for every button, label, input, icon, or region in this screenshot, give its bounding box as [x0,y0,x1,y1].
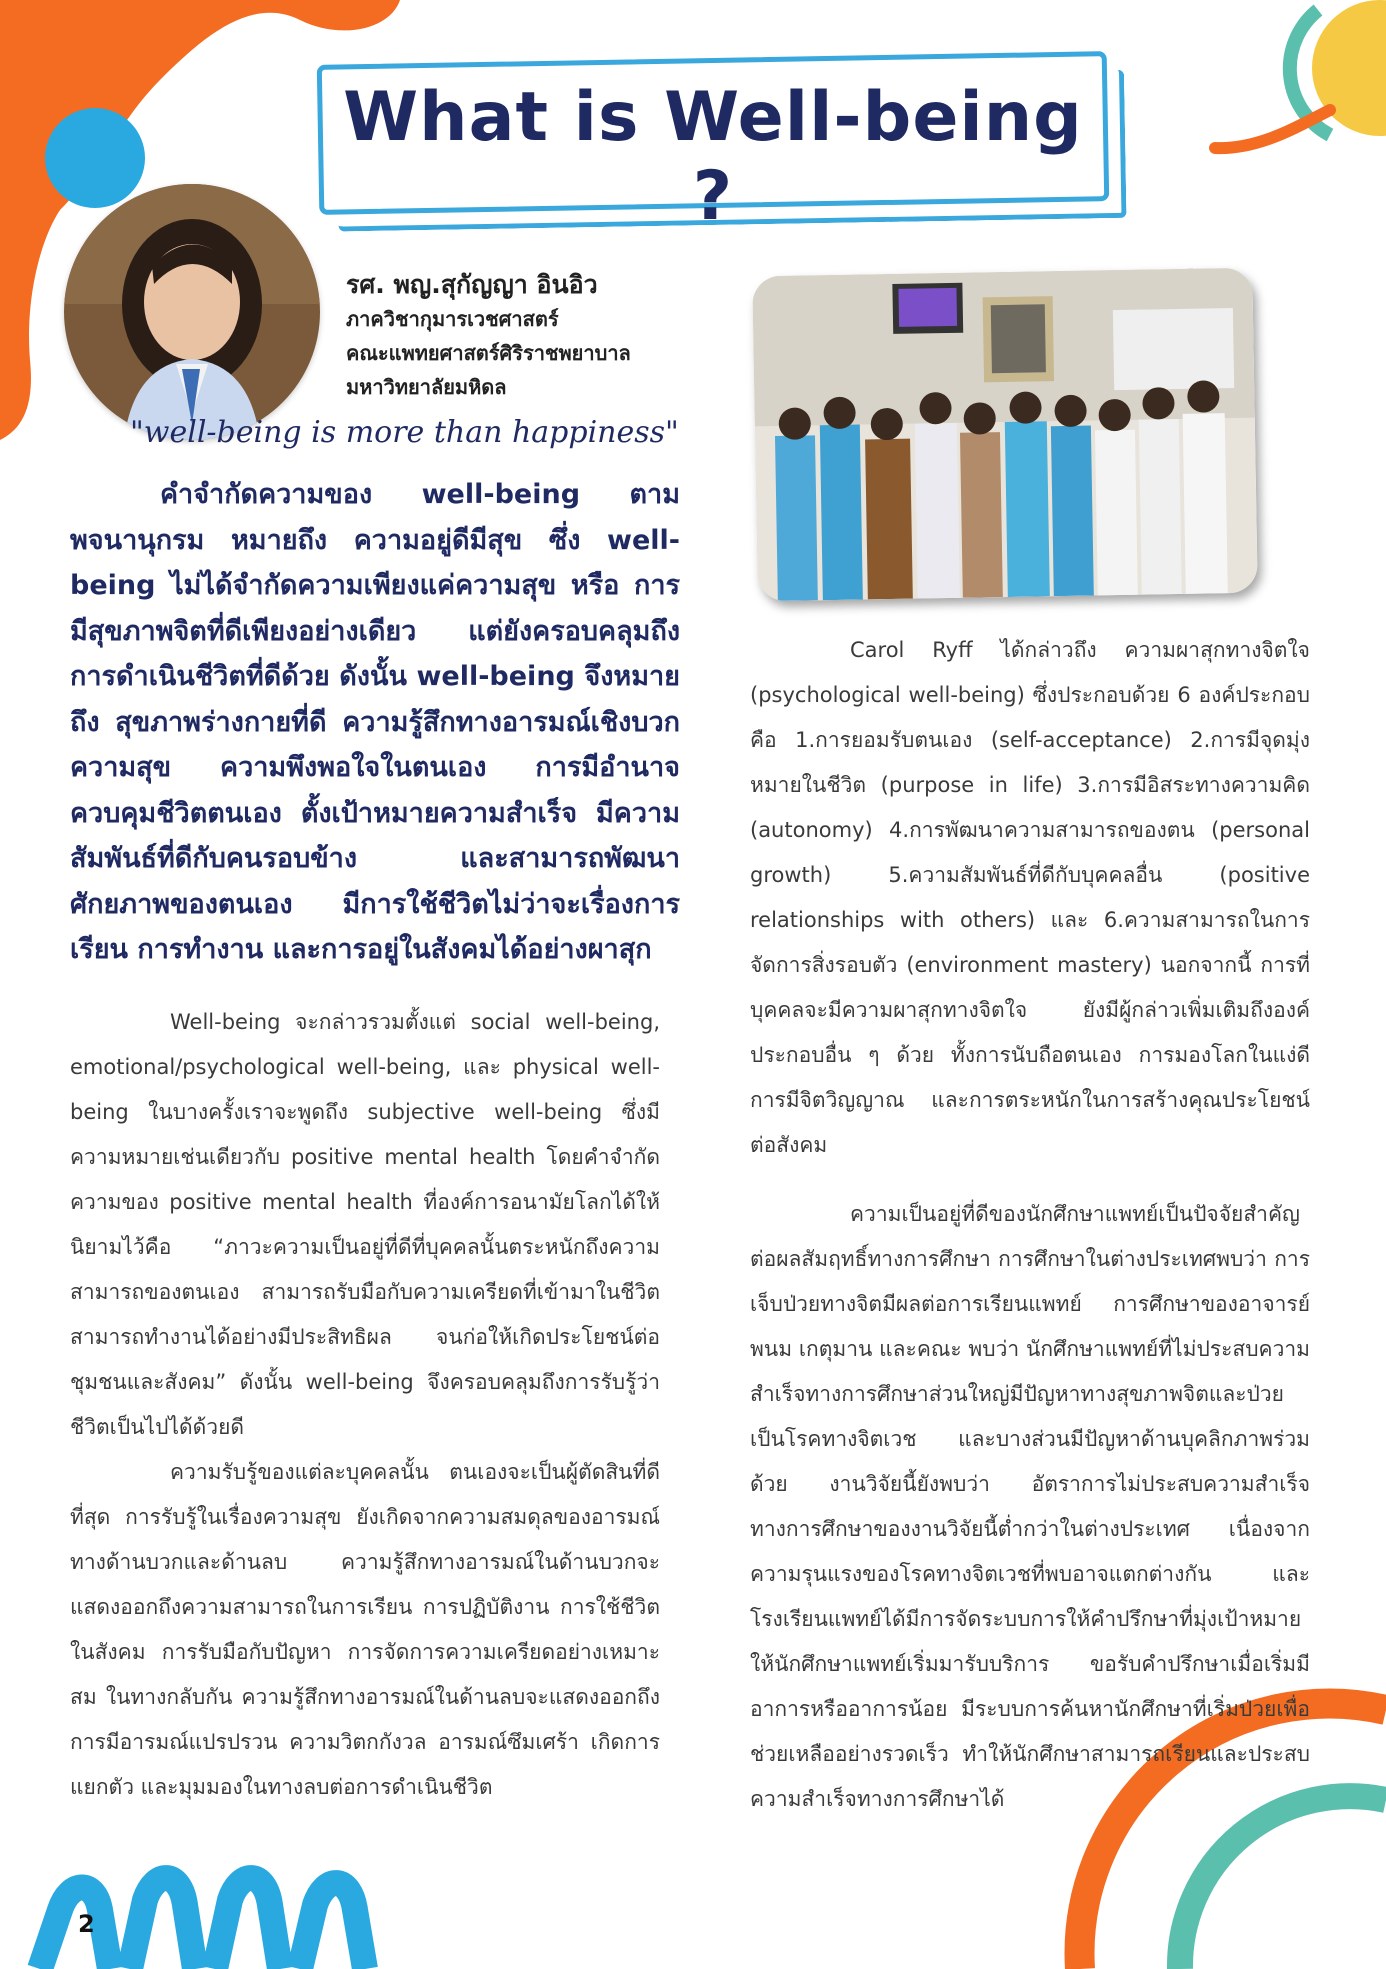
author-department: ภาควิชากุมารเวชศาสตร์ [346,307,559,331]
teal-arc-bottom-right [1180,1796,1386,1969]
author-portrait [64,184,320,440]
author-university: มหาวิทยาลัยมหิดล [346,375,507,399]
left-paragraph-2: Well-being จะกล่าวรวมตั้งแต่ social well-being, emotional/psychological well-being, และ physical well-being ในบางครั้งเราจะพูดถึง subjective well-being ซึ่งมีความหมายเช่นเดียวกับ positive mental health โดยคำจำกัดความของ positive mental health ที่องค์การอนามัยโลกได้ให้นิยามไว้คือ “ภาวะความเป็นอยู่ที่ดีที่บุคคลนั้นตระหนักถึงความสามารถของตนเอง สามารถรับมือกับความเครียดที่เข้ามาในชีวิต สามารถทำงานได้อย่างมีประสิทธิผล จนก่อให้เกิดประโยชน์ต่อชุมชนและสังคม” ดังนั้น well-being จึงครอบคลุมถึงการรับรู้ว่าชีวิตเป็นไปได้ด้วยดี [70,1010,660,1439]
page-title: What is Well-being ? [343,78,1083,236]
lead-paragraph: คำจำกัดความของ well-being ตามพจนานุกรม หมายถึง ความอยู่ดีมีสุข ซึ่ง well-being ไม่ได้จำกัดความเพียงแค่ความสุข หรือ การมีสุขภาพจิตที่ดีเพียงอย่างเดียว แต่ยังครอบคลุมถึงการดำเนินชีวิตที่ดีด้วย ดังนั้น well-being จึงหมายถึง สุขภาพร่างกายที่ดี ความรู้สึกทางอารมณ์เชิงบวก ความสุข ความพึงพอใจในตนเอง การมีอำนาจควบคุมชีวิตตนเอง ตั้งเป้าหมายความสำเร็จ มีความสัมพันธ์ที่ดีกับคนรอบข้าง และสามารถพัฒนาศักยภาพของตนเอง มีการใช้ชีวิตไม่ว่าจะเรื่องการเรียน การทำงาน และการอยู่ในสังคมได้อย่างผาสุก [70,479,680,965]
group-photo [752,268,1258,602]
right-paragraph-2: ความเป็นอยู่ที่ดีของนักศึกษาแพทย์เป็นปัจจัยสำคัญต่อผลสัมฤทธิ์ทางการศึกษา การศึกษาในต่างประเทศพบว่า การเจ็บป่วยทางจิตมีผลต่อการเรียนแพทย์ การศึกษาของอาจารย์พนม เกตุมาน และคณะ พบว่า นักศึกษาแพทย์ที่ไม่ประสบความสำเร็จทางการศึกษาส่วนใหญ่มีปัญหาทางสุขภาพจิตและป่วยเป็นโรคทางจิตเวช และบางส่วนมีปัญหาด้านบุคลิกภาพร่วมด้วย งานวิจัยนี้ยังพบว่า อัตราการไม่ประสบความสำเร็จทางการศึกษาของงานวิจัยนี้ต่ำกว่าในต่างประเทศ เนื่องจากความรุนแรงของโรคทางจิตเวชที่พบอาจแตกต่างกัน และโรงเรียนแพทย์ได้มีการจัดระบบการให้คำปรึกษาที่มุ่งเป้าหมายให้นักศึกษาแพทย์เริ่มมารับบริการ ขอรับคำปรึกษาเมื่อเริ่มมีอาการหรืออาการน้อย มีระบบการค้นหานักศึกษาที่เริ่มป่วยเพื่อช่วยเหลืออย่างรวดเร็ว ทำให้นักศึกษาสามารถเรียนและประสบความสำเร็จทางการศึกษาได้ [750,1202,1310,1811]
author-name: รศ. พญ.สุกัญญา อินอิว [346,270,598,299]
pull-quote: "well-being is more than happiness" [130,415,679,450]
author-faculty: คณะแพทยศาสตร์ศิริราชพยาบาล [346,341,631,365]
author-info [346,268,631,404]
right-paragraph-1: Carol Ryff ได้กล่าวถึง ความผาสุกทางจิตใจ (psychological well-being) ซึ่งประกอบด้วย 6 องค์ประกอบ คือ 1.การยอมรับตนเอง (self-acceptance) 2.การมีจุดมุ่งหมายในชีวิต (purpose in life) 3.การมีอิสระทางความคิด (autonomy) 4.การพัฒนาความสามารถของตน (personal growth) 5.ความสัมพันธ์ที่ดีกับบุคคลอื่น (positive relationships with others) และ 6.ความสามารถในการจัดการสิ่งรอบตัว (environment mastery) นอกจากนี้ การที่บุคคลจะมีความผาสุกทางจิตใจ ยังมีผู้กล่าวเพิ่มเติมถึงองค์ประกอบอื่น ๆ ด้วย ทั้งการนับถือตนเอง การมองโลกในแง่ดี การมีจิตวิญญาณ และการตระหนักในการสร้างคุณประโยชน์ต่อสังคม [750,638,1310,1157]
page-number: 2 [78,1910,95,1938]
blue-circle-top-left [45,108,145,208]
left-paragraph-3: ความรับรู้ของแต่ละบุคคลนั้น ตนเองจะเป็นผู้ตัดสินที่ดีที่สุด การรับรู้ในเรื่องความสุข ยังเกิดจากความสมดุลของอารมณ์ทางด้านบวกและด้านลบ ความรู้สึกทางอารมณ์ในด้านบวกจะแสดงออกถึงความสามารถในการเรียน การปฏิบัติงาน การใช้ชีวิตในสังคม การรับมือกับปัญหา การจัดการความเครียดอย่างเหมาะสม ในทางกลับกัน ความรู้สึกทางอารมณ์ในด้านลบจะแสดงออกถึงการมีอารมณ์แปรปรวน ความวิตกกังวล อารมณ์ซึมเศร้า เกิดการแยกตัว และมุมมองในทางลบต่อการดำเนินชีวิต [70,1460,660,1799]
